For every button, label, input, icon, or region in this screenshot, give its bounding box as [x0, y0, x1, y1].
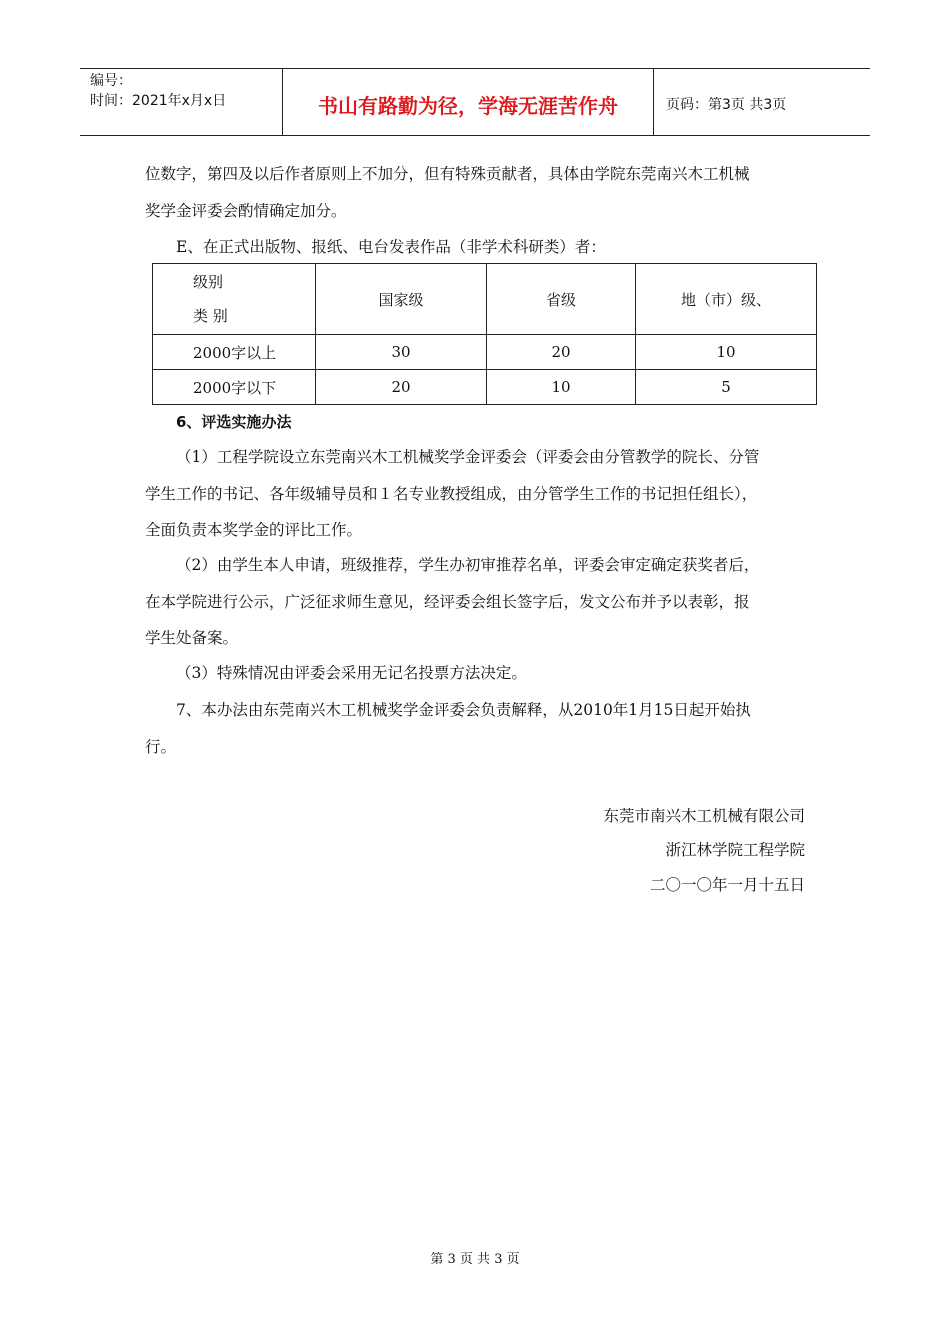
- header-meta: [80, 69, 282, 135]
- paragraph-line: 奖学金评委会酌情确定加分。: [145, 202, 347, 220]
- publication-score-table: [152, 263, 817, 405]
- header-page-info: 页码：第3页 共3页: [666, 97, 787, 113]
- paragraph-line: 行。: [145, 738, 177, 756]
- paragraph-line: 位数字，第四及以后作者原则上不加分，但有特殊贡献者，具体由学院东莞南兴木工机械: [145, 165, 750, 183]
- corner-top-label: 级别: [193, 273, 224, 291]
- page-footer: 第 3 页 共 3 页: [430, 1252, 520, 1267]
- table-row-label: 2000字以下: [153, 370, 316, 405]
- paragraph-line: （3）特殊情况由评委会采用无记名投票方法决定。: [176, 664, 527, 682]
- table-cell: 10: [636, 335, 817, 370]
- table-cell: 5: [636, 370, 817, 405]
- paragraph-line: 学生工作的书记、各年级辅导员和１名专业教授组成，由分管学生工作的书记担任组长），: [145, 485, 758, 503]
- corner-bottom-label: 类 别: [193, 307, 228, 325]
- signature-school: 浙江林学院工程学院: [665, 841, 805, 859]
- table-row: [153, 370, 817, 405]
- table-corner-cell: [153, 264, 316, 335]
- table-cell: 20: [316, 370, 487, 405]
- section-heading: 6、评选实施办法: [176, 413, 292, 431]
- table-row: [153, 335, 817, 370]
- paragraph-line: （1）工程学院设立东莞南兴木工机械奖学金评委会（评委会由分管教学的院长、分管: [176, 448, 760, 466]
- paragraph-line: 7、本办法由东莞南兴木工机械奖学金评委会负责解释，从2010年1月15日起开始执: [176, 701, 751, 719]
- table-cell: 20: [487, 335, 636, 370]
- paragraph-line: （2）由学生本人申请，班级推荐，学生办初审推荐名单，评委会审定确定获奖者后，: [176, 556, 760, 574]
- header-date-label: 时间：2021年x月x日: [90, 93, 227, 109]
- table-cell: 10: [487, 370, 636, 405]
- table-header-row: [153, 264, 817, 335]
- signature-company: 东莞市南兴木工机械有限公司: [603, 807, 805, 825]
- paragraph-line: E、在正式出版物、报纸、电台发表作品（非学术科研类）者：: [176, 238, 606, 256]
- header-number-label: 编号：: [90, 73, 132, 89]
- paragraph-line: 学生处备案。: [145, 629, 239, 647]
- paragraph-line: 全面负责本奖学金的评比工作。: [145, 521, 363, 539]
- table-column-header: 省级: [487, 264, 636, 335]
- table-column-header: 地（市）级、: [636, 264, 817, 335]
- header-motto: 书山有路勤为径，学海无涯苦作舟: [282, 69, 654, 135]
- signature-date: 二〇一〇年一月十五日: [649, 876, 805, 894]
- table-cell: 30: [316, 335, 487, 370]
- table-row-label: 2000字以上: [153, 335, 316, 370]
- paragraph-line: 在本学院进行公示，广泛征求师生意见，经评委会组长签字后，发文公布并予以表彰，报: [145, 593, 750, 611]
- table-column-header: 国家级: [316, 264, 487, 335]
- page-header: [80, 68, 870, 136]
